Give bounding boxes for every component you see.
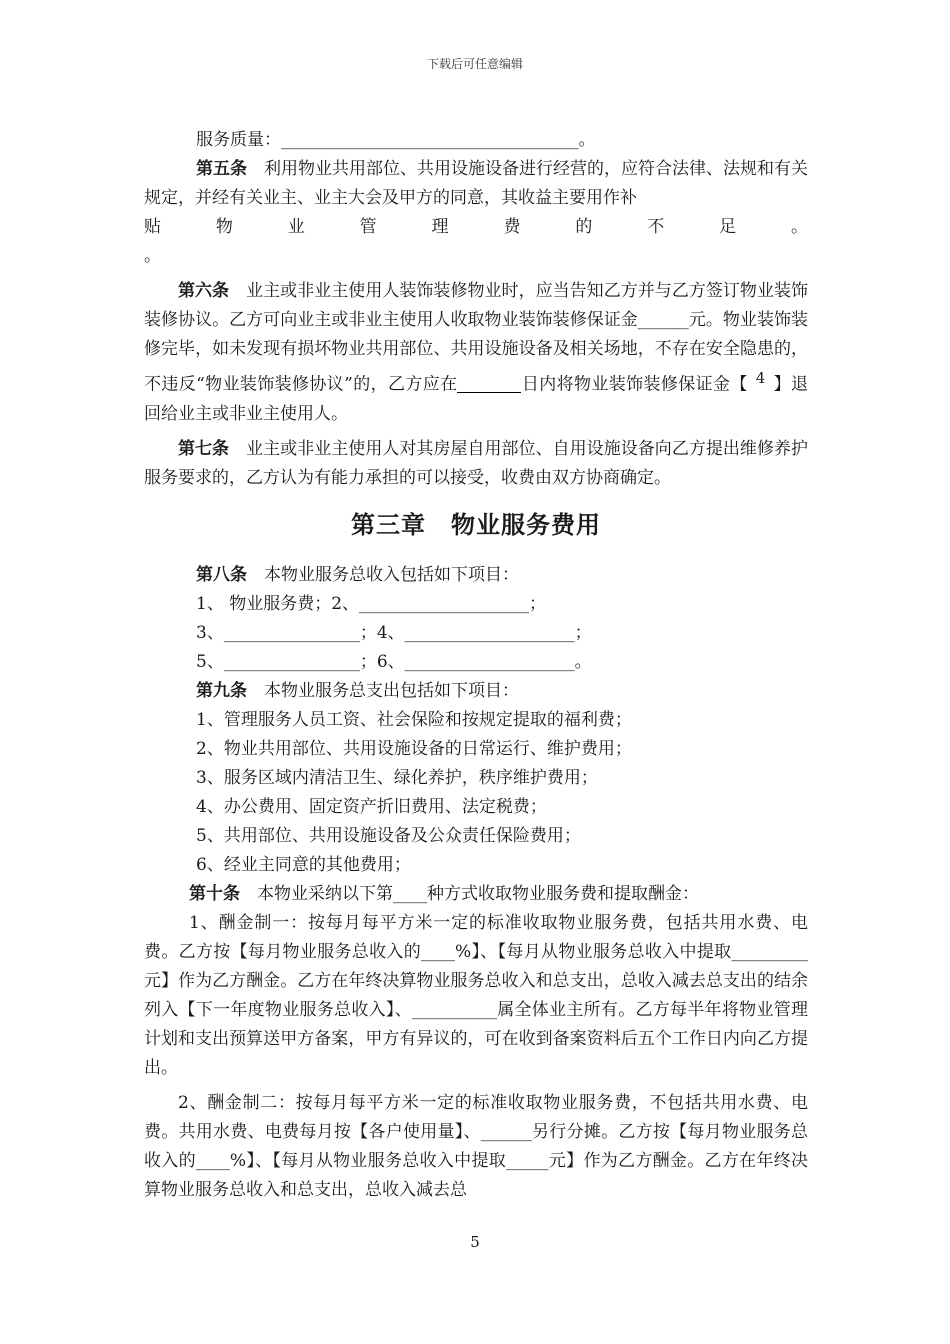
article-10 — [144, 880, 808, 909]
page-header: 下载后可任意编辑 — [426, 57, 523, 71]
remuneration-system-2: 2、酬金制二：按每月每平方米一定的标准收取物业服务费，不包括共用水费、电费。共用水费、电费每月按【各户使用量】、______另行分摊。乙方按【每月物业服务总收入的____%】、【每月从物业服务总收入中提取_____元】作为乙方酬金。乙方在年终决算物业服务总收入和总支出，总收入减去总 — [144, 1092, 808, 1200]
article-10-label: 第十条 — [189, 883, 240, 904]
article-9-item: 3、服务区域内清洁卫生、绿化养护，秩序维护费用； — [196, 767, 598, 788]
article-5 — [144, 155, 808, 213]
article-7-label: 第七条 — [178, 438, 230, 459]
article-9-item: 6、经业主同意的其他费用； — [196, 854, 411, 875]
article-8-text: 本物业服务总收入包括如下项目： — [264, 564, 519, 585]
article-8-item: 1、 物业服务费；2、____________________； — [196, 593, 547, 614]
article-9-item: 4、办公费用、固定资产折旧费用、法定税费； — [196, 796, 547, 817]
article-9-text: 本物业服务总支出包括如下项目： — [264, 680, 519, 701]
remuneration-system-1-text: 1、酬金制一：按每月每平方米一定的标准收取物业服务费，包括共用水费、电费。乙方按【每月物业服务总收入的____%】、【每月从物业服务总收入中提取_________元】作为乙方酬金。乙方在年终决算物业服务总收入和总支出，总收入减去总支出的结余列入【下一年度物业服务总收入】、__________属全体业主所有。乙方每半年将物业管理计划和支出预算送甲方备案，甲方有异议的，可在收到备案资料后五个工作日内向乙方提出。 — [144, 912, 808, 1078]
article-9-label: 第九条 — [196, 680, 247, 701]
article-6-label: 第六条 — [178, 281, 230, 301]
chapter-title: 第三章 物业服务费用 — [351, 509, 601, 539]
article-9-item: 2、物业共用部位、共用设施设备的日常运行、维护费用； — [196, 738, 632, 759]
article-7-text: 业主或非业主使用人对其房屋自用部位、自用设施设备向乙方提出维修养护服务要求的，乙方认为有能力承担的可以接受，收费由双方协商确定。 — [144, 438, 809, 488]
article-5-text: 利用物业共用部位、共用设施设备进行经营的，应符合法律、法规和有关规定，并经有关业主、业主大会及甲方的同意，其收益主要用作补 — [144, 159, 808, 208]
page-number: 5 — [470, 1233, 480, 1251]
article-5-line4: 。 — [144, 246, 161, 266]
article-8-label: 第八条 — [196, 564, 247, 585]
article-6-tail-mid: 日内将物业装饰装修保证金【 — [521, 374, 748, 395]
article-9-item: 5、共用部位、共用设施设备及公众责任保险费用； — [196, 825, 581, 846]
article-9 — [144, 677, 808, 706]
remuneration-system-1 — [144, 909, 808, 1083]
article-6 — [144, 277, 808, 429]
article-6-tail-post: 】退回给业主或非业主使用人。 — [144, 374, 809, 424]
article-8 — [144, 561, 808, 590]
article-6-tail-pre: 在 — [440, 374, 458, 395]
article-7 — [144, 435, 808, 493]
service-quality-line: 服务质量：___________________________________。 — [196, 130, 596, 150]
days-blank — [457, 374, 521, 393]
article-10-text: 本物业采纳以下第____种方式收取物业服务费和提取酬金： — [257, 883, 699, 904]
article-6-text: 业主或非业主使用人装饰装修物业时，应当告知乙方并与乙方签订物业装饰装修协议。乙方可向业主或非业主使用人收取物业装饰装修保证金______元。物业装饰装修完毕，如未发现有损坏物业共用部位、共用设施设备及相关场地，不存在安全隐患的，不违反“物业装饰装修协议”的，乙方应 — [144, 281, 809, 395]
article-8-item: 5、________________；6、____________________。 — [196, 651, 592, 672]
article-5-label: 第五条 — [196, 159, 247, 179]
document-body — [144, 126, 808, 1205]
deposit-number: 4 — [755, 369, 766, 387]
article-8-item: 3、________________；4、____________________； — [196, 622, 592, 643]
article-9-item: 1、管理服务人员工资、社会保险和按规定提取的福利费； — [196, 709, 632, 730]
article-5-line3: 贴物业管理费的不足。 — [144, 217, 808, 237]
